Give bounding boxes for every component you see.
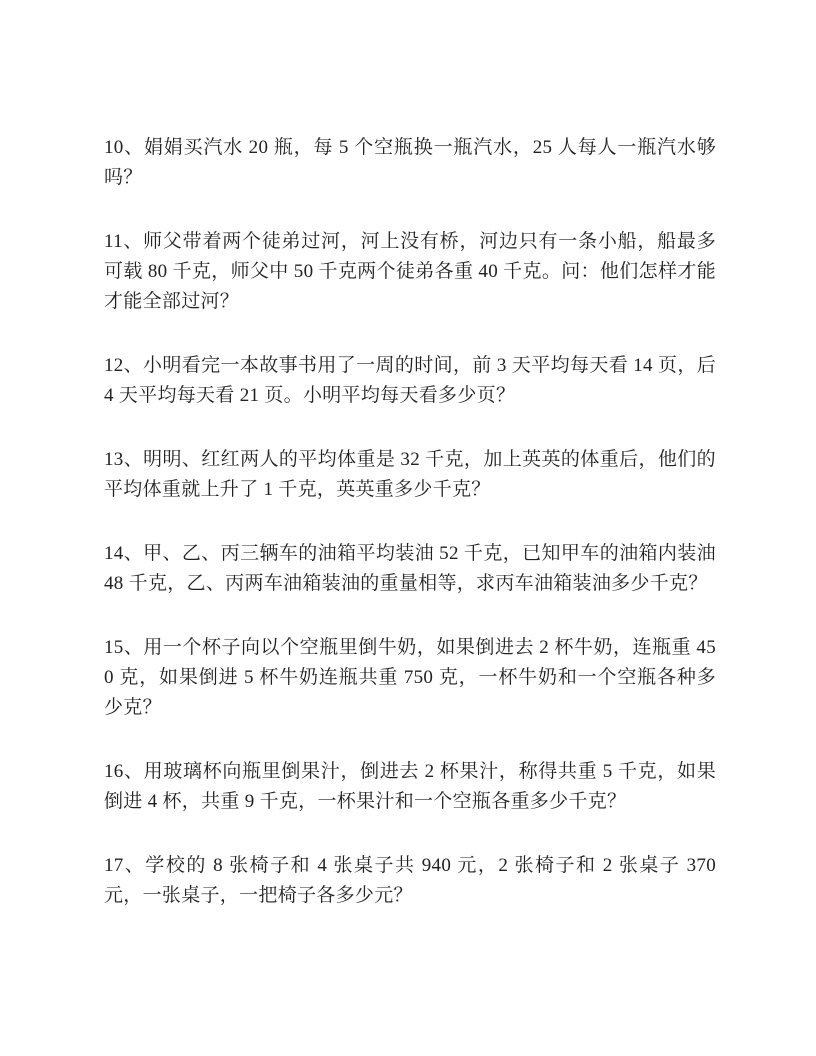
problem-item-16: 16、用玻璃杯向瓶里倒果汁，倒进去 2 杯果汁，称得共重 5 千克，如果倒进 4 杯，共重 9 千克，一杯果汁和一个空瓶各重多少千克？ xyxy=(104,761,716,812)
problem-item-11: 11、师父带着两个徒弟过河，河上没有桥，河边只有一条小船，船最多可载 80 千克，师父中 50 千克两个徒弟各重 40 千克。问：他们怎样才能才能全部过河？ xyxy=(104,231,716,312)
problem-item-13: 13、明明、红红两人的平均体重是 32 千克，加上英英的体重后，他们的平均体重就上升了 1 千克，英英重多少千克？ xyxy=(104,449,716,500)
problem-list xyxy=(104,133,716,945)
problem-item-10: 10、娟娟买汽水 20 瓶，每 5 个空瓶换一瓶汽水，25 人每人一瓶汽水够吗？ xyxy=(104,137,716,188)
problem-item-15: 15、用一个杯子向以个空瓶里倒牛奶，如果倒进去 2 杯牛奶，连瓶重 450 克，如果倒进 5 杯牛奶连瓶共重 750 克，一杯牛奶和一个空瓶各种多少克？ xyxy=(104,637,716,718)
problem-item-12: 12、小明看完一本故事书用了一周的时间，前 3 天平均每天看 14 页，后 4 天平均每天看 21 页。小明平均每天看多少页？ xyxy=(104,355,716,406)
problem-item-17: 17、学校的 8 张椅子和 4 张桌子共 940 元，2 张椅子和 2 张桌子 370 元，一张桌子，一把椅子各多少元？ xyxy=(104,855,716,906)
problem-item-14: 14、甲、乙、丙三辆车的油箱平均装油 52 千克，已知甲车的油箱内装油 48 千克，乙、丙两车油箱装油的重量相等，求丙车油箱装油多少千克？ xyxy=(104,543,716,594)
